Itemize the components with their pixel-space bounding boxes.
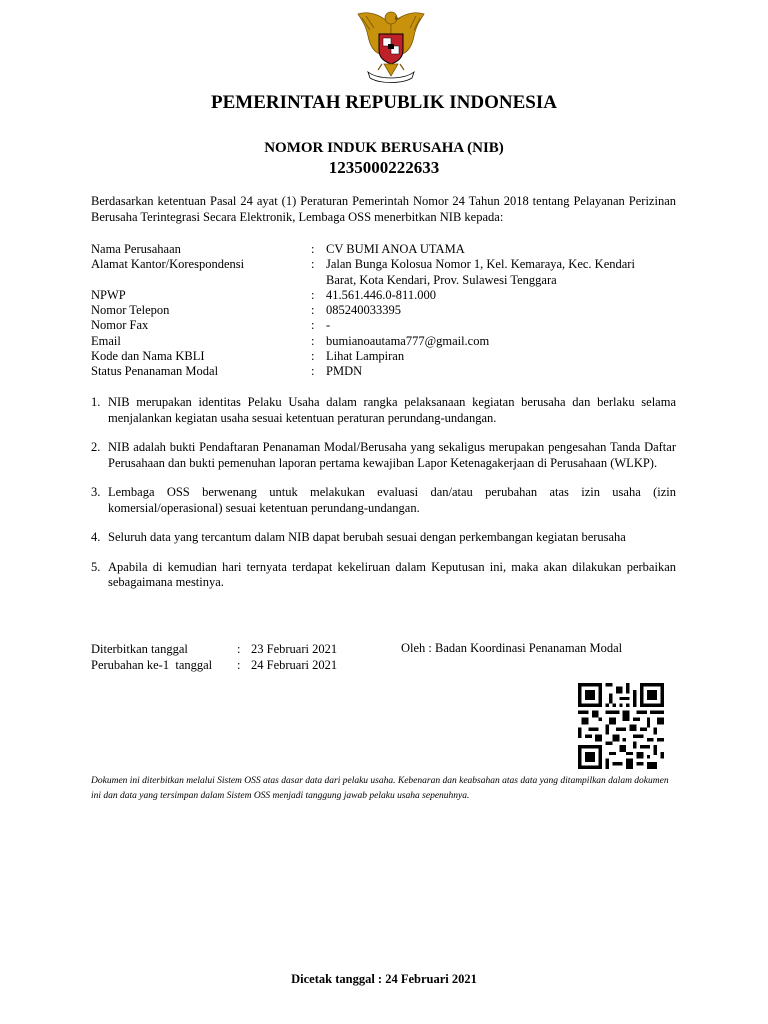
issued-label: Diterbitkan tanggal <box>91 642 188 656</box>
info-value: bumianoautama777@gmail.com <box>326 333 490 348</box>
qr-code-icon <box>578 683 664 769</box>
info-row-kbli <box>91 349 666 364</box>
document-type: NOMOR INDUK BERUSAHA (NIB) <box>264 140 504 156</box>
issuance-info <box>91 641 337 673</box>
info-separator: : <box>311 303 315 318</box>
provision-number: 2. <box>91 440 101 454</box>
provision-item <box>91 395 676 426</box>
info-label: Status Penanaman Modal <box>91 364 219 379</box>
info-label: Nomor Telepon <box>91 303 170 318</box>
disclaimer-text: Dokumen ini diterbitkan melalui Sistem OSS atas dasar data dari pelaku usaha. Kebenaran dan keabsahan atas data yang ditampilkan dalam dokumen ini dan data yang tersimpan dalam Sistem OSS menjadi tanggung jawab pelaku usaha sepenuhnya. <box>91 776 669 801</box>
changed-date: 24 Februari 2021 <box>251 658 338 672</box>
provision-text: Lembaga OSS berwenang untuk melakukan evaluasi dan/atau perubahan atas izin usaha (izin komersial/operasional) sesuai ketentuan perundang-undangan. <box>108 485 676 515</box>
intro-paragraph: Berdasarkan ketentuan Pasal 24 ayat (1) Peraturan Pemerintah Nomor 24 Tahun 2018 tentang Pelayanan Perizinan Berusaha Terintegrasi Secara Elektronik, Lembaga OSS menerbitkan NIB kepada: <box>91 194 676 224</box>
provision-number: 1. <box>91 395 101 409</box>
issued-date: 23 Februari 2021 <box>251 642 338 656</box>
info-row-address <box>91 257 666 288</box>
info-label: Email <box>91 333 121 348</box>
info-value: Jalan Bunga Kolosua Nomor 1, Kel. Kemaraya, Kec. Kendari Barat, Kota Kendari, Prov. Sulawesi Tenggara <box>326 257 635 287</box>
provision-text: Seluruh data yang tercantum dalam NIB dapat berubah sesuai dengan perkembangan kegiatan berusaha <box>108 530 626 544</box>
info-separator: : <box>311 364 315 379</box>
info-separator: : <box>311 257 315 272</box>
provision-number: 5. <box>91 559 101 574</box>
info-separator: : <box>311 349 315 364</box>
info-label: Nomor Fax <box>91 318 149 333</box>
info-label: Kode dan Nama KBLI <box>91 349 205 364</box>
info-label: Alamat Kantor/Korespondensi <box>91 257 245 272</box>
info-value: 41.561.446.0-811.000 <box>326 287 436 302</box>
info-value: - <box>326 318 331 333</box>
info-row-company-name <box>91 242 666 257</box>
company-info <box>91 242 666 380</box>
government-title: PEMERINTAH REPUBLIK INDONESIA <box>211 92 557 113</box>
info-separator: : <box>311 318 315 333</box>
provision-number: 3. <box>91 485 101 499</box>
changed-separator: : <box>237 658 241 672</box>
info-separator: : <box>311 287 315 302</box>
changed-label: Perubahan ke-1 tanggal <box>91 658 213 672</box>
provision-item <box>91 485 676 516</box>
info-row-npwp <box>91 288 666 303</box>
info-value: Lihat Lampiran <box>326 349 405 364</box>
info-separator: : <box>311 242 315 256</box>
info-row-fax <box>91 318 666 333</box>
info-separator: : <box>311 333 315 348</box>
info-label: Nama Perusahaan <box>91 242 181 256</box>
provision-text: Apabila di kemudian hari ternyata terdapat kekeliruan dalam Keputusan ini, maka akan dilakukan perbaikan sebagaimana mestinya. <box>108 559 676 589</box>
info-row-phone <box>91 303 666 318</box>
nib-number: 1235000222633 <box>328 158 440 177</box>
provision-text: NIB adalah bukti Pendaftaran Penanaman Modal/Berusaha yang sekaligus merupakan pengesahan Tanda Daftar Perusahaan dan bukti pemenuhan laporan pertama kewajiban Lapor Ketenagakerjaan di Perusahaan (WLKP). <box>108 440 676 470</box>
issuing-authority: Oleh : Badan Koordinasi Penanaman Modal <box>401 641 623 655</box>
issued-separator: : <box>237 642 241 656</box>
info-label: NPWP <box>91 287 126 302</box>
garuda-emblem-icon <box>352 6 430 86</box>
issued-date-row <box>91 641 337 657</box>
info-value: 085240033395 <box>326 303 401 318</box>
changed-date-row <box>91 657 337 673</box>
provision-number: 4. <box>91 530 101 544</box>
info-value: PMDN <box>326 364 363 379</box>
printed-date: Dicetak tanggal : 24 Februari 2021 <box>291 972 477 986</box>
provision-item <box>91 440 676 471</box>
info-row-investment-status <box>91 364 666 379</box>
provision-item <box>91 560 676 591</box>
provisions-list <box>91 395 676 591</box>
info-row-email <box>91 334 666 349</box>
info-value: CV BUMI ANOA UTAMA <box>326 242 465 256</box>
provision-text: NIB merupakan identitas Pelaku Usaha dalam rangka pelaksanaan kegiatan berusaha dan berlaku selama menjalankan kegiatan usaha sesuai ketentuan peraturan perundang-undangan. <box>108 395 676 425</box>
provision-item <box>91 530 676 546</box>
